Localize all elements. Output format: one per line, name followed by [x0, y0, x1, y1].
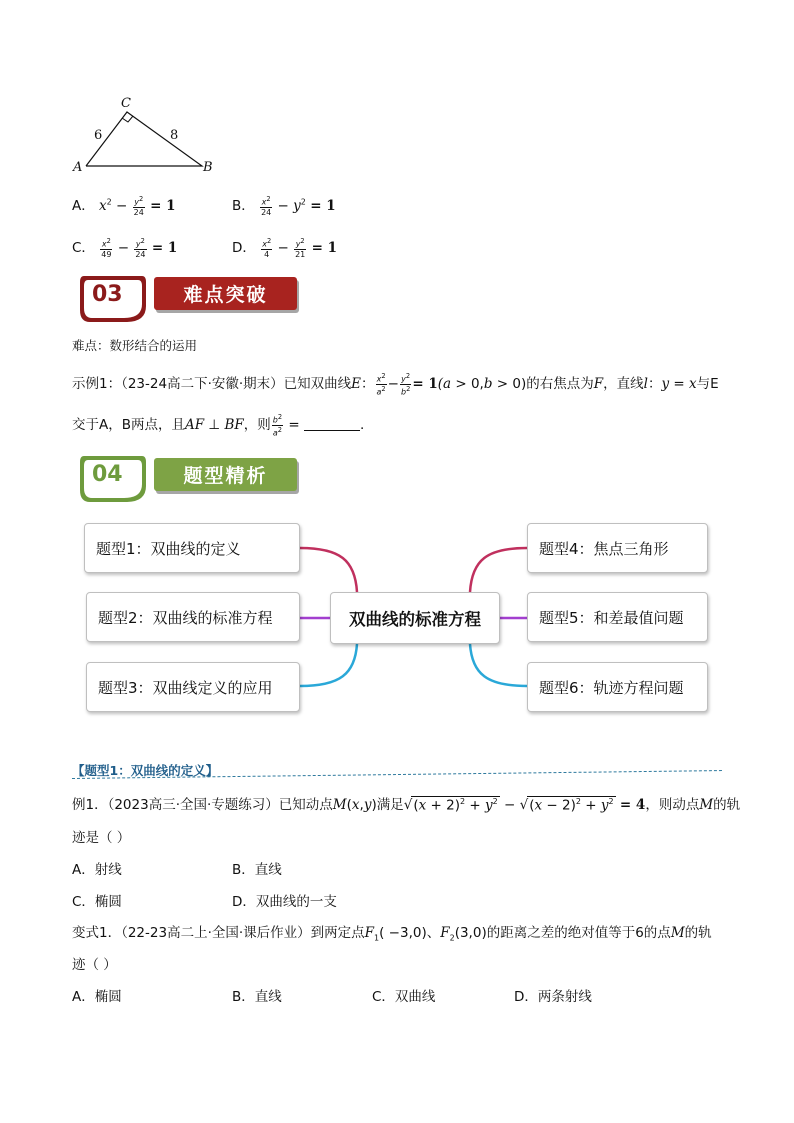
type1-variant-option-d: D．两条射线: [514, 989, 592, 1005]
mindmap-node-type4: 题型4：焦点三角形: [527, 523, 708, 573]
example1-line1: 示例1：（23-24高二下·安徽·期末）已知双曲线E： $\frac{x^2}{a^2}$ − $\frac{y^2}{b^2}$ = 1(a > 0,b > 0)的右焦点为F，直线l：y = x与E: [72, 372, 719, 397]
mindmap-node-type5: 题型5：和差最值问题: [527, 592, 708, 642]
mindmap-node-type2: 题型2：双曲线的标准方程: [86, 592, 300, 642]
type1-header: 【题型1：双曲线的定义】: [72, 763, 219, 778]
option-d: D． $\frac{x^2}{4}$ − $\frac{y^2}{21}$ = 1: [232, 237, 337, 259]
mindmap-node-type1: 题型1：双曲线的定义: [84, 523, 300, 573]
type1-example-line1: 例1．（2023高三·全国·专题练习）已知动点M(x,y)满足$√(x + 2)^2 + y^2 - √(x - 2)^2 + y^2 = 4$，则动点M的轨: [72, 796, 741, 813]
type1-example-option-b: B．直线: [232, 862, 282, 878]
side-bc-label: 8: [170, 128, 179, 143]
type1-example-option-a: A．射线: [72, 862, 122, 878]
vertex-a-label: A: [73, 160, 83, 175]
mindmap-center: 双曲线的标准方程: [330, 592, 500, 644]
mindmap-node-type3: 题型3：双曲线定义的应用: [86, 662, 300, 712]
type1-example-line2: 迹是（ ）: [72, 830, 131, 846]
section-03-number: 03: [92, 282, 123, 307]
mindmap-node-type6: 题型6：轨迹方程问题: [527, 662, 708, 712]
type1-variant-option-c: C．双曲线: [372, 989, 436, 1005]
section-04-number: 04: [92, 462, 123, 487]
type1-example-option-d: D．双曲线的一支: [232, 894, 337, 910]
option-b: B． $\frac{x^2}{24}$ − $y^2 = 1$: [232, 195, 336, 217]
vertex-c-label: C: [121, 96, 131, 111]
vertex-b-label: B: [203, 160, 213, 175]
type1-variant-line1: 变式1．（22-23高二上·全国·课后作业）到两定点$F_1( -3,0)$、$F_2(3,0)$的距离之差的绝对值等于6的点M的轨: [72, 925, 712, 943]
type1-variant-option-a: A．椭圆: [72, 989, 122, 1005]
section-04-title: 题型精析: [154, 458, 297, 491]
difficulty-label: 难点：数形结合的运用: [72, 338, 198, 353]
type1-example-option-c: C．椭圆: [72, 894, 122, 910]
type1-variant-line2: 迹（ ）: [72, 957, 117, 973]
type1-variant-option-b: B．直线: [232, 989, 282, 1005]
option-a: A． $x^2$ − $\frac{y^2}{24}$ = 1: [72, 195, 176, 217]
section-03-title: 难点突破: [154, 277, 297, 310]
option-c: C． $\frac{x^2}{49}$ − $\frac{y^2}{24}$ = 1: [72, 237, 178, 259]
side-ac-label: 6: [94, 128, 103, 143]
example1-line2: 交于A，B两点，且AF ⊥ BF，则 $\frac{b^2}{a^2}$ = .: [72, 413, 365, 438]
